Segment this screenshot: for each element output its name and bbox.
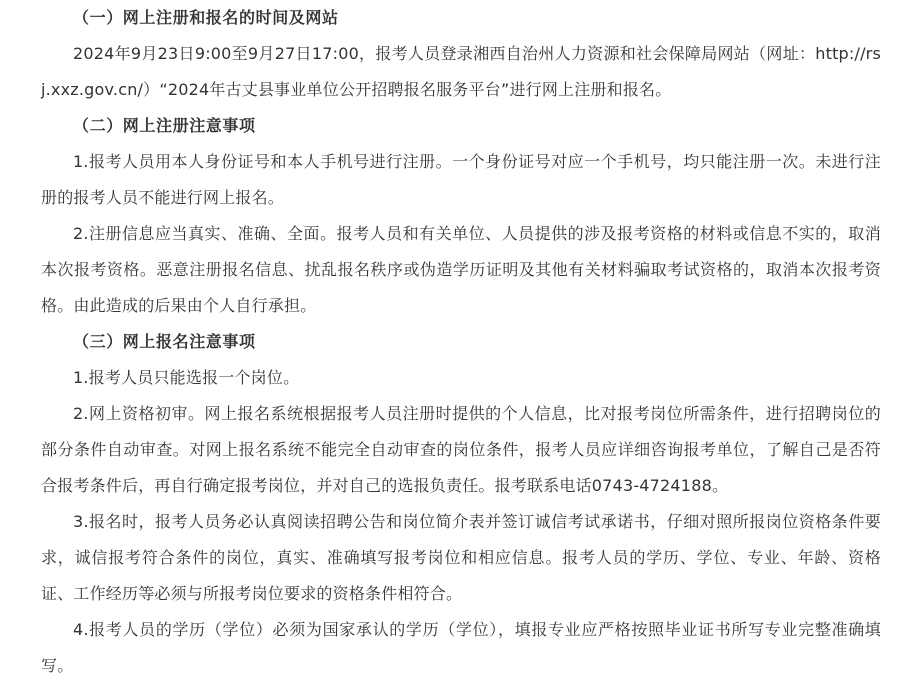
section-1-heading: （一）网上注册和报名的时间及网站	[73, 8, 339, 27]
section-3-paragraph-2: 2.网上资格初审。网上报名系统根据报考人员注册时提供的个人信息，比对报考岗位所需条件，进行招聘岗位的部分条件自动审查。对网上报名系统不能完全自动审查的岗位条件，报考人员应详细咨询报考单位，了解自己是否符合报考条件后，再自行确定报考岗位，并对自己的选报负责任。报考联系电话0743-4724188。	[41, 404, 881, 495]
section-2-paragraph-1: 1.报考人员用本人身份证号和本人手机号进行注册。一个身份证号对应一个手机号，均只能注册一次。未进行注册的报考人员不能进行网上报名。	[41, 152, 881, 207]
section-3-paragraph-4: 4.报考人员的学历（学位）必须为国家承认的学历（学位），填报专业应严格按照毕业证书所写专业完整准确填写。	[41, 620, 881, 675]
hrss-website-link[interactable]: http://rsj.xxz.gov.cn/	[41, 44, 881, 99]
registration-time-text: 2024年9月23日9:00至9月27日17:00，报考人员登录湘西自治州人力资源和社会保障局网站（网址：	[73, 44, 816, 63]
section-3-paragraph-1: 1.报考人员只能选报一个岗位。	[73, 368, 300, 387]
platform-name-text: ）“2024年古丈县事业单位公开招聘报名服务平台”进行网上注册和报名。	[143, 80, 672, 99]
section-2-heading: （二）网上注册注意事项	[73, 116, 256, 135]
article-body	[41, 0, 881, 684]
section-3-heading: （三）网上报名注意事项	[73, 332, 256, 351]
section-1-paragraph-1	[41, 36, 881, 108]
section-3-paragraph-3: 3.报名时，报考人员务必认真阅读招聘公告和岗位简介表并签订诚信考试承诺书，仔细对照所报岗位资格条件要求，诚信报考符合条件的岗位，真实、准确填写报考岗位和相应信息。报考人员的学历、学位、专业、年龄、资格证、工作经历等必须与所报考岗位要求的资格条件相符合。	[41, 512, 881, 603]
section-2-paragraph-2: 2.注册信息应当真实、准确、全面。报考人员和有关单位、人员提供的涉及报考资格的材料或信息不实的，取消本次报考资格。恶意注册报名信息、扰乱报名秩序或伪造学历证明及其他有关材料骗取考试资格的，取消本次报考资格。由此造成的后果由个人自行承担。	[41, 224, 881, 315]
